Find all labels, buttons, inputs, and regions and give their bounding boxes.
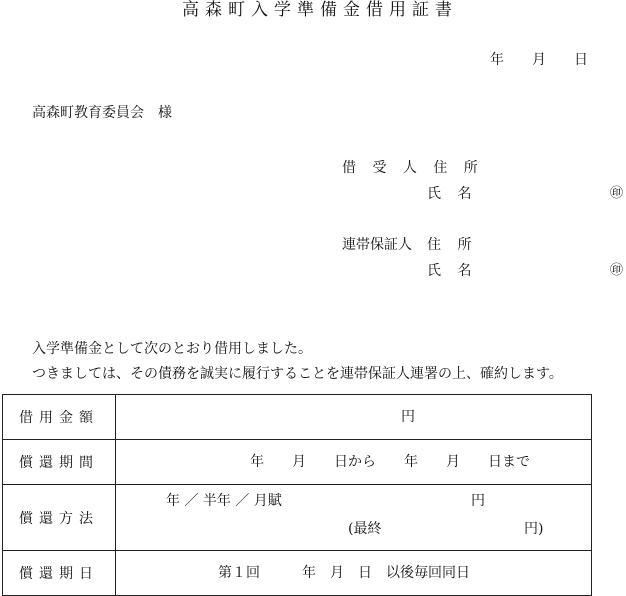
table-row bbox=[3, 485, 592, 551]
repayment-date-value: 第１回 年 月 日 以後毎回同日 bbox=[218, 565, 470, 581]
table-row bbox=[3, 440, 592, 485]
date-line: 年 月 日 bbox=[490, 52, 588, 68]
loan-terms-table bbox=[2, 394, 592, 596]
guarantor-address-label: 住 所 bbox=[427, 237, 478, 253]
repayment-method-final-label: (最終 bbox=[348, 521, 382, 537]
repayment-method-amount-unit: 円 bbox=[471, 493, 485, 509]
loan-amount-unit: 円 bbox=[401, 409, 415, 425]
repayment-method-final-unit: 円) bbox=[524, 521, 544, 537]
guarantor-label: 連帯保証人 bbox=[342, 237, 412, 253]
repayment-period-cell bbox=[116, 440, 592, 485]
repayment-date-cell bbox=[116, 551, 592, 596]
repayment-period-label: 償還期間 bbox=[3, 440, 116, 485]
table-row bbox=[3, 395, 592, 440]
guarantor-name-label: 氏 名 bbox=[427, 263, 478, 279]
document-title: 高森町入学準備金借用証書 bbox=[182, 0, 458, 20]
repayment-method-label: 償還方法 bbox=[3, 485, 116, 551]
borrower-seal-mark: ㊞ bbox=[610, 186, 624, 201]
repayment-date-label: 償還期日 bbox=[3, 551, 116, 596]
repayment-period-value: 年 月 日から 年 月 日まで bbox=[250, 454, 530, 470]
borrower-address-label: 借 受 人 住 所 bbox=[342, 160, 484, 176]
addressee: 高森町教育委員会 様 bbox=[32, 105, 172, 121]
guarantor-seal-mark: ㊞ bbox=[610, 263, 624, 278]
loan-amount-cell bbox=[116, 395, 592, 440]
borrower-name-label: 氏 名 bbox=[427, 186, 478, 202]
repayment-method-frequency: 年 ／ 半年 ／ 月賦 bbox=[166, 493, 282, 509]
loan-amount-label: 借用金額 bbox=[3, 395, 116, 440]
table-row bbox=[3, 551, 592, 596]
statement-line-1: 入学準備金として次のとおり借用しました。 bbox=[32, 341, 312, 357]
repayment-method-cell bbox=[116, 485, 592, 551]
statement-line-2: つきましては、その債務を誠実に履行することを連帯保証人連署の上、確約します。 bbox=[32, 366, 563, 382]
